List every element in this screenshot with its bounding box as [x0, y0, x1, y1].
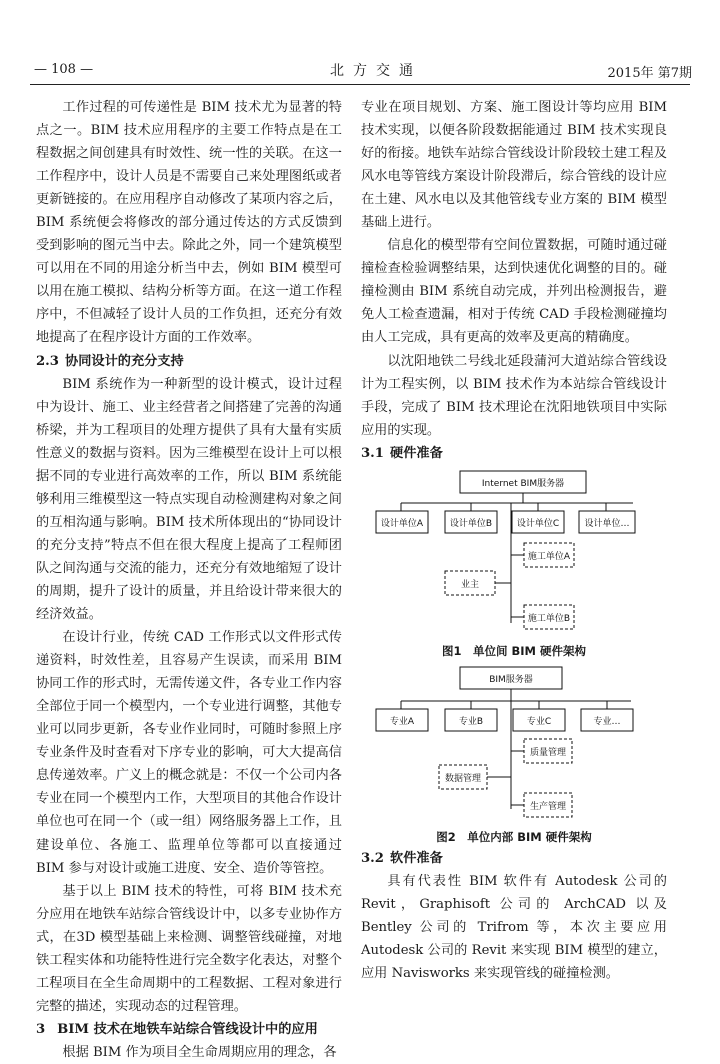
section-heading-2-3: 2.3 协同设计的充分支持 [36, 353, 184, 369]
fig2-spec-more-label: 专业… [593, 716, 621, 727]
fig1-unit-c-label: 设计单位C [516, 518, 560, 529]
paragraph: 基于以上 BIM 技术的特性，可将 BIM 技术充分应用在地铁车站综合管线设计中，以多专业协作方式，在3D 模型基础上来检测、调整管线碰撞，对地铁工程实体和功能特性进行完全数字化表达，对整个工程项目在全生命周期中的工程数据、工程对象进行完整的描述，实现动态的过程管理。 [36, 883, 342, 1014]
section-heading-3-2: 3.2 软件准备 [361, 850, 443, 866]
fig1-server-label: Internet BIM服务器 [481, 478, 565, 489]
running-header [34, 58, 692, 82]
fig1-con-a-label: 施工单位A [527, 551, 571, 562]
paragraph: 在设计行业，传统 CAD 工作形式以文件形式传递资料，时效性差，且容易产生误读，而采用 BIM 协同工作的形式时，无需传递文件，各专业工作内容全部位于同一个模型内，一个专业进行调整，其他专业可以同步更新，各专业作业同时，可随时参照上序专业条件及时查看对下序专业的影响，可大大提高信息传递效率。广义上的概念就是：不仅一个公司内各专业在同一个模型内工作，大型项目的其他合作设计单位也可在同一个（或一组）网络服务器上工作，且建设单位、各施工、监理单位等都可以直接通过 BIM 参与对设计或施工进度、安全、造价等管控。 [36, 630, 342, 876]
paragraph: 根据 BIM 作为项目全生命周期应用的理念，各 [62, 1044, 337, 1060]
fig2-quality-label: 质量管理 [529, 747, 567, 758]
figure-2-caption: 图2 单位内部 BIM 硬件架构 [436, 829, 592, 844]
figure-2 [361, 661, 667, 847]
figure-2-diagram [361, 661, 667, 827]
right-column [361, 96, 667, 985]
paragraph: 工作过程的可传递性是 BIM 技术尤为显著的特点之一。BIM 技术应用程序的主要工作特点是在工程数据之间创建具有时效性、统一性的关联。在这一工作程序中，设计人员是不需要自己来处理图纸或者更新链接的。在应用程序自动修改了某项内容之后，BIM 系统便会将修改的部分通过传达的方式反馈到受到影响的图元当中去。除此之外，同一个建筑模型可以用在不同的用途分析当中去，例如 BIM 模型可以用在施工模拟、结构分析等方面。在这一道工作程序中，不但减轻了设计人员的工作负担，还充分有效地提高了在程序设计方面的工作效率。 [36, 100, 342, 346]
fig1-unit-a-label: 设计单位A [380, 518, 424, 529]
figure-1-caption: 图1 单位间 BIM 硬件架构 [442, 643, 586, 658]
issue-info: 2015年 第7期 [607, 66, 692, 81]
fig1-con-b-label: 施工单位B [527, 613, 571, 624]
section-heading-3-1: 3.1 硬件准备 [361, 445, 443, 461]
paragraph: 信息化的模型带有空间位置数据，可随时通过碰撞检查检验调整结果，达到快速优化调整的目的。碰撞检测由 BIM 系统自动完成，并列出检测报告，避免人工检查遗漏，相对于传统 CAD 手段检测碰撞均由人工完成，具有更高的效率及更高的精确度。 [361, 238, 667, 346]
paragraph: BIM 系统作为一种新型的设计模式，设计过程中为设计、施工、业主经营者之间搭建了完善的沟通桥梁，并为工程项目的处理方提供了具有大量有实质性意义的数据与资料。因为三维模型在设计上可以根据不同的专业进行高效率的工作，所以 BIM 系统能够利用三维模型这一特点实现自动检测建构对象之间的互相沟通与影响。BIM 技术所体现出的“协同设计的充分支持”特点不但在很大程度上提高了工程师团队之间沟通与交流的能力，还充分有效地缩短了设计的周期，提升了设计的质量，并且给设计带来很大的经济效益。 [36, 376, 342, 623]
journal-name: 北方交通 [330, 63, 422, 79]
fig2-data-label: 数据管理 [444, 773, 482, 784]
section-heading-3: 3 BIM 技术在地铁车站综合管线设计中的应用 [36, 1021, 318, 1037]
paragraph: 具有代表性 BIM 软件有 Autodesk 公司的 Revit，Graphisoft 公司的 ArchCAD 以及 Bentley 公司的 Trifrom 等，本次主要应用 Autodesk 公司的 Revit 来实现 BIM 模型的建立，应用 Navisworks 来实现管线的碰撞检测。 [361, 873, 667, 981]
paragraph: 专业在项目规划、方案、施工图设计等均应用 BIM 技术实现，以便各阶段数据能通过 BIM 技术实现良好的衔接。地铁车站综合管线设计阶段较土建工程及风水电等管线方案设计阶段滞后，综合管线的设计应在土建、风水电以及其他管线专业方案的 BIM 模型基础上进行。 [361, 100, 667, 231]
page-number: — 108 — [34, 62, 94, 77]
paragraph: 以沈阳地铁二号线北延段蒲河大道站综合管线设计为工程实例，以 BIM 技术作为本站综合管线设计手段，完成了 BIM 技术理论在沈阳地铁项目中实际应用的实现。 [361, 353, 667, 438]
header-rule [30, 84, 690, 85]
fig1-unit-b-label: 设计单位B [449, 518, 493, 529]
fig2-spec-b-label: 专业B [458, 716, 484, 727]
figure-1 [361, 465, 667, 661]
fig2-spec-c-label: 专业C [526, 716, 552, 727]
fig1-owner-label: 业主 [460, 579, 480, 590]
left-column [36, 96, 342, 1064]
fig2-server-label: BIM服务器 [489, 674, 533, 685]
fig2-spec-a-label: 专业A [389, 716, 415, 727]
fig1-unit-more-label: 设计单位… [584, 518, 630, 529]
figure-1-diagram [361, 465, 667, 641]
fig2-production-label: 生产管理 [529, 801, 567, 812]
